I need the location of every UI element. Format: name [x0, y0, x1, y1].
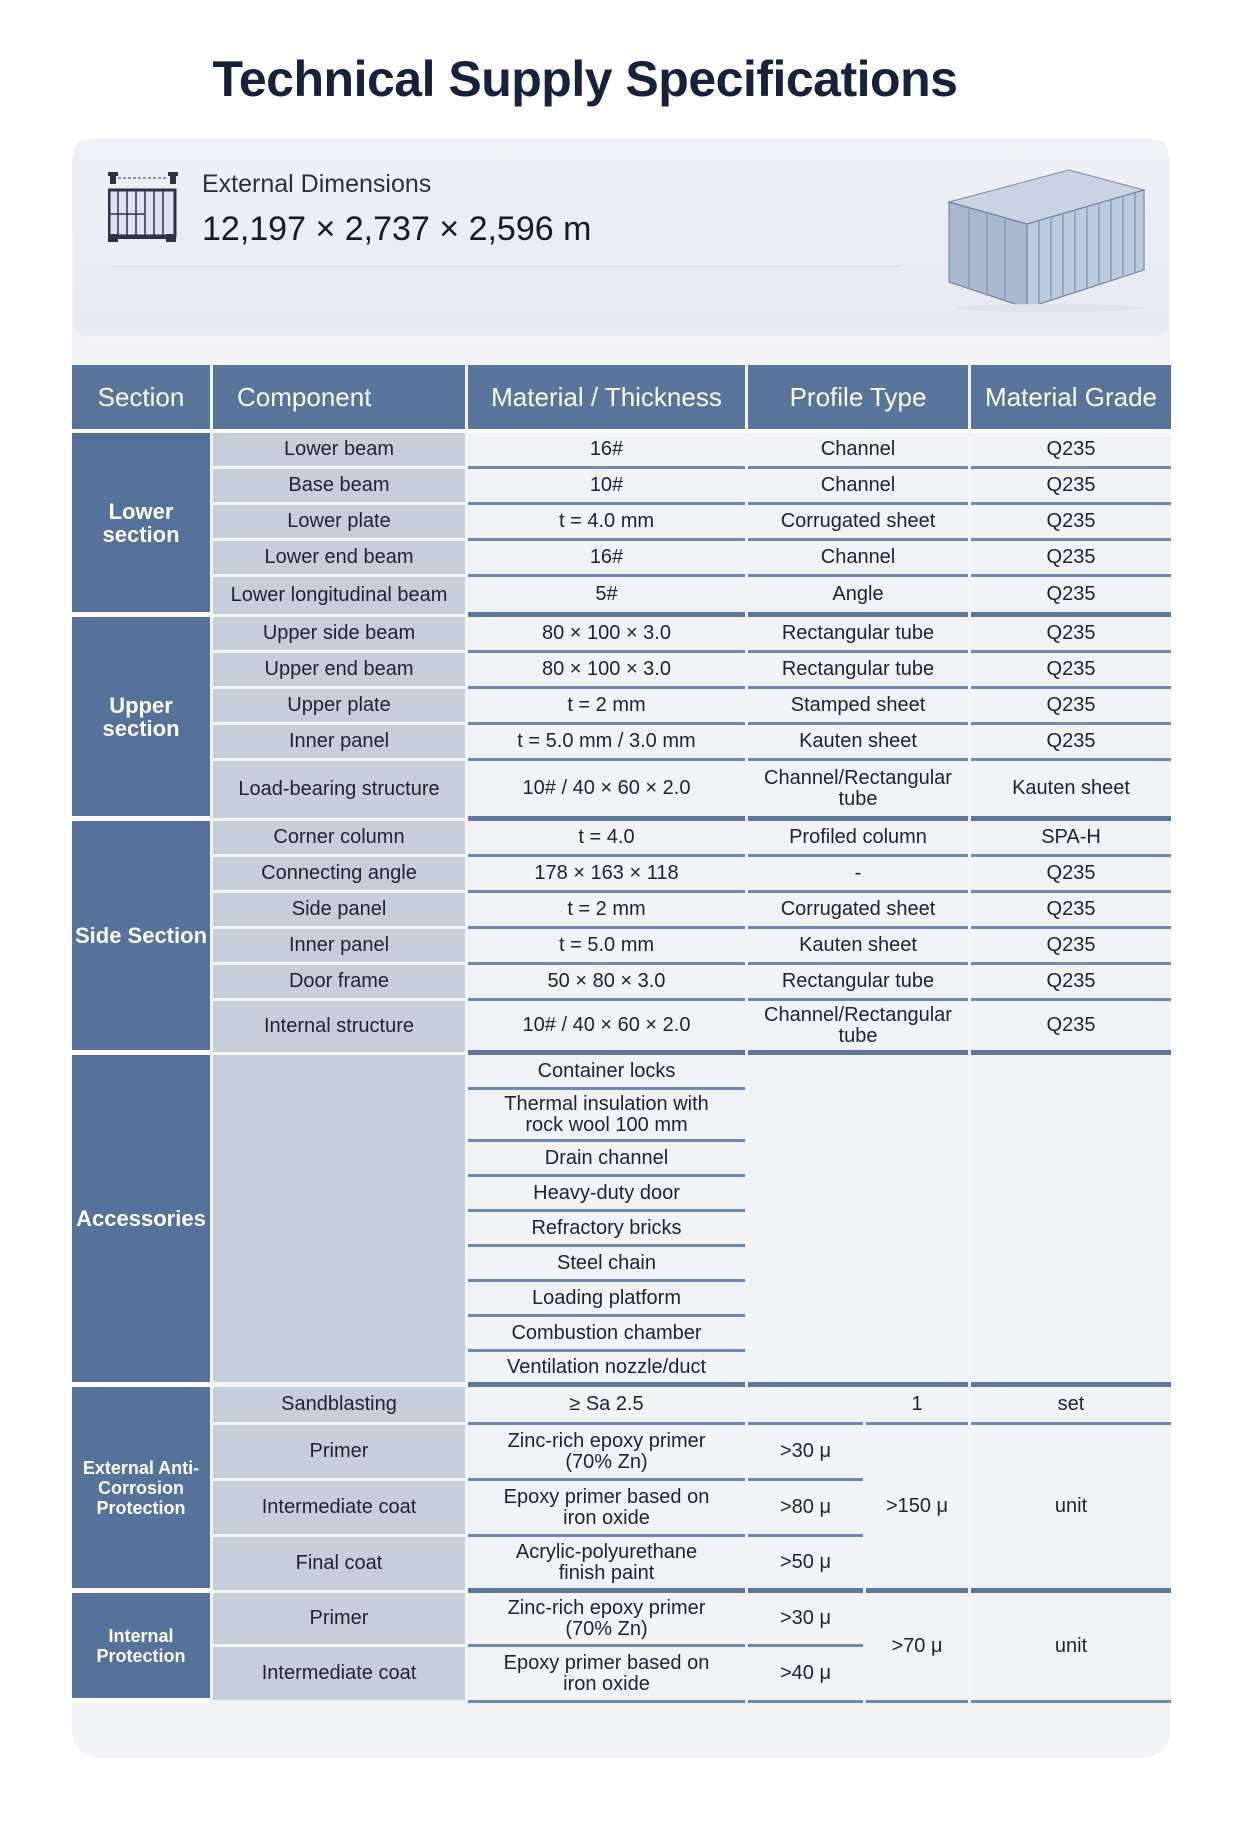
accessory-item: Container locks	[468, 1055, 745, 1090]
accessory-item: Thermal insulation with rock wool 100 mm	[468, 1090, 745, 1142]
profile-cell: Rectangular tube	[748, 617, 968, 653]
table-row	[72, 1425, 1171, 1481]
component-cell: Lower longitudinal beam	[213, 577, 465, 617]
profile-cell: Channel/Rectangular tube	[748, 761, 968, 821]
table-row	[72, 577, 1171, 617]
component-cell: Internal structure	[213, 1001, 465, 1055]
material-cell: 178 × 163 × 118	[468, 857, 745, 893]
profile-cell: Channel	[748, 469, 968, 505]
table-row	[72, 1001, 1171, 1055]
table-row	[72, 965, 1171, 1001]
component-cell: Primer	[213, 1425, 465, 1481]
material-cell: Epoxy primer based on iron oxide	[468, 1647, 745, 1703]
grade-cell: Q235	[971, 653, 1171, 689]
component-cell: Sandblasting	[213, 1387, 465, 1425]
table-row	[72, 469, 1171, 505]
section-internal-protection: Internal Protection	[72, 1593, 210, 1703]
material-cell: 10# / 40 × 60 × 2.0	[468, 1001, 745, 1055]
thickness-cell: >50 μ	[748, 1537, 863, 1593]
accessory-item: Drain channel	[468, 1142, 745, 1177]
profile-cell: Corrugated sheet	[748, 505, 968, 541]
component-cell: Primer	[213, 1593, 465, 1647]
accessory-item: Steel chain	[468, 1247, 745, 1282]
accessory-item: Heavy-duty door	[468, 1177, 745, 1212]
table-row	[72, 617, 1171, 653]
section-external-protection: External Anti-Corrosion Protection	[72, 1387, 210, 1593]
dimensions-card	[74, 140, 1168, 333]
grade-cell: Kauten sheet	[971, 761, 1171, 821]
thickness-cell-empty	[748, 1387, 863, 1425]
material-cell: Zinc-rich epoxy primer (70% Zn)	[468, 1425, 745, 1481]
container-dimension-icon	[108, 172, 186, 244]
component-cell: Connecting angle	[213, 857, 465, 893]
table-row	[72, 689, 1171, 725]
profile-cell-empty	[748, 1055, 968, 1387]
thickness-cell: >30 μ	[748, 1593, 863, 1647]
section-side: Side Section	[72, 821, 210, 1055]
grade-cell: Q235	[971, 965, 1171, 1001]
profile-cell: Channel	[748, 541, 968, 577]
unit-cell: unit	[971, 1425, 1171, 1593]
grade-cell: Q235	[971, 893, 1171, 929]
table-row	[72, 433, 1171, 469]
header-profile: Profile Type	[748, 365, 968, 433]
profile-cell: Rectangular tube	[748, 653, 968, 689]
thickness-cell: >40 μ	[748, 1647, 863, 1703]
component-cell: Upper end beam	[213, 653, 465, 689]
component-cell: Side panel	[213, 893, 465, 929]
page-title: Technical Supply Specifications	[212, 51, 958, 107]
material-cell: 10# / 40 × 60 × 2.0	[468, 761, 745, 821]
material-cell: Zinc-rich epoxy primer (70% Zn)	[468, 1593, 745, 1647]
component-cell: Door frame	[213, 965, 465, 1001]
grade-cell: Q235	[971, 433, 1171, 469]
profile-cell: Kauten sheet	[748, 725, 968, 761]
divider	[112, 266, 902, 267]
thickness-cell: >80 μ	[748, 1481, 863, 1537]
table-row	[72, 821, 1171, 857]
table-row	[72, 857, 1171, 893]
material-cell: 16#	[468, 541, 745, 577]
component-cell: Lower beam	[213, 433, 465, 469]
profile-cell: Channel	[748, 433, 968, 469]
profile-cell: Profiled column	[748, 821, 968, 857]
component-cell: Inner panel	[213, 725, 465, 761]
table-row	[72, 541, 1171, 577]
header-material: Material / Thickness	[468, 365, 745, 433]
header-section: Section	[72, 365, 210, 433]
component-cell: Inner panel	[213, 929, 465, 965]
profile-cell: -	[748, 857, 968, 893]
grade-cell: Q235	[971, 1001, 1171, 1055]
material-cell: 16#	[468, 433, 745, 469]
shipping-container-image	[939, 162, 1149, 312]
material-cell: t = 4.0 mm	[468, 505, 745, 541]
table-row	[72, 505, 1171, 541]
component-cell: Lower end beam	[213, 541, 465, 577]
unit-cell: unit	[971, 1593, 1171, 1703]
total-thickness-cell: >150 μ	[866, 1425, 968, 1593]
grade-cell: Q235	[971, 929, 1171, 965]
profile-cell: Angle	[748, 577, 968, 617]
material-cell: Epoxy primer based on iron oxide	[468, 1481, 745, 1537]
component-cell: Intermediate coat	[213, 1481, 465, 1537]
grade-cell: Q235	[971, 577, 1171, 617]
accessory-item: Refractory bricks	[468, 1212, 745, 1247]
material-cell: 10#	[468, 469, 745, 505]
grade-cell: Q235	[971, 541, 1171, 577]
grade-cell: Q235	[971, 725, 1171, 761]
grade-cell: SPA-H	[971, 821, 1171, 857]
component-cell: Upper plate	[213, 689, 465, 725]
grade-cell: Q235	[971, 505, 1171, 541]
profile-cell: Kauten sheet	[748, 929, 968, 965]
grade-cell: Q235	[971, 689, 1171, 725]
section-lower: Lower section	[72, 433, 210, 617]
table-row	[72, 653, 1171, 689]
profile-cell: Channel/Rectangular tube	[748, 1001, 968, 1055]
quantity-cell: 1	[866, 1387, 968, 1425]
accessory-item: Loading platform	[468, 1282, 745, 1317]
grade-cell-empty	[971, 1055, 1171, 1387]
component-cell-empty	[213, 1055, 465, 1387]
table-row	[72, 893, 1171, 929]
dimensions-value: 12,197 × 2,737 × 2,596 m	[202, 210, 592, 248]
section-accessories: Accessories	[72, 1055, 210, 1387]
table-header-row	[72, 365, 1171, 433]
header-grade: Material Grade	[971, 365, 1171, 433]
section-upper: Upper section	[72, 617, 210, 821]
component-cell: Intermediate coat	[213, 1647, 465, 1703]
table-row	[72, 1055, 1171, 1090]
component-cell: Corner column	[213, 821, 465, 857]
component-cell: Final coat	[213, 1537, 465, 1593]
table-row	[72, 929, 1171, 965]
profile-cell: Corrugated sheet	[748, 893, 968, 929]
material-cell: t = 5.0 mm / 3.0 mm	[468, 725, 745, 761]
material-cell: t = 5.0 mm	[468, 929, 745, 965]
material-cell: 50 × 80 × 3.0	[468, 965, 745, 1001]
grade-cell: Q235	[971, 857, 1171, 893]
component-cell: Upper side beam	[213, 617, 465, 653]
unit-cell: set	[971, 1387, 1171, 1425]
material-cell: t = 2 mm	[468, 689, 745, 725]
table-row	[72, 1593, 1171, 1647]
material-cell: Acrylic-polyurethane finish paint	[468, 1537, 745, 1593]
material-cell: t = 4.0	[468, 821, 745, 857]
table-row	[72, 761, 1171, 821]
material-cell: 80 × 100 × 3.0	[468, 653, 745, 689]
material-cell: 5#	[468, 577, 745, 617]
material-cell: ≥ Sa 2.5	[468, 1387, 745, 1425]
table-row	[72, 725, 1171, 761]
material-cell: t = 2 mm	[468, 893, 745, 929]
specifications-table	[69, 365, 1174, 1703]
component-cell: Load-bearing structure	[213, 761, 465, 821]
profile-cell: Rectangular tube	[748, 965, 968, 1001]
accessory-item: Ventilation nozzle/duct	[468, 1352, 745, 1387]
accessory-item: Combustion chamber	[468, 1317, 745, 1352]
header-component: Component	[213, 365, 465, 433]
grade-cell: Q235	[971, 617, 1171, 653]
total-thickness-cell: >70 μ	[866, 1593, 968, 1703]
component-cell: Lower plate	[213, 505, 465, 541]
component-cell: Base beam	[213, 469, 465, 505]
material-cell: 80 × 100 × 3.0	[468, 617, 745, 653]
thickness-cell: >30 μ	[748, 1425, 863, 1481]
profile-cell: Stamped sheet	[748, 689, 968, 725]
grade-cell: Q235	[971, 469, 1171, 505]
table-row	[72, 1387, 1171, 1425]
dimensions-label: External Dimensions	[202, 170, 432, 198]
